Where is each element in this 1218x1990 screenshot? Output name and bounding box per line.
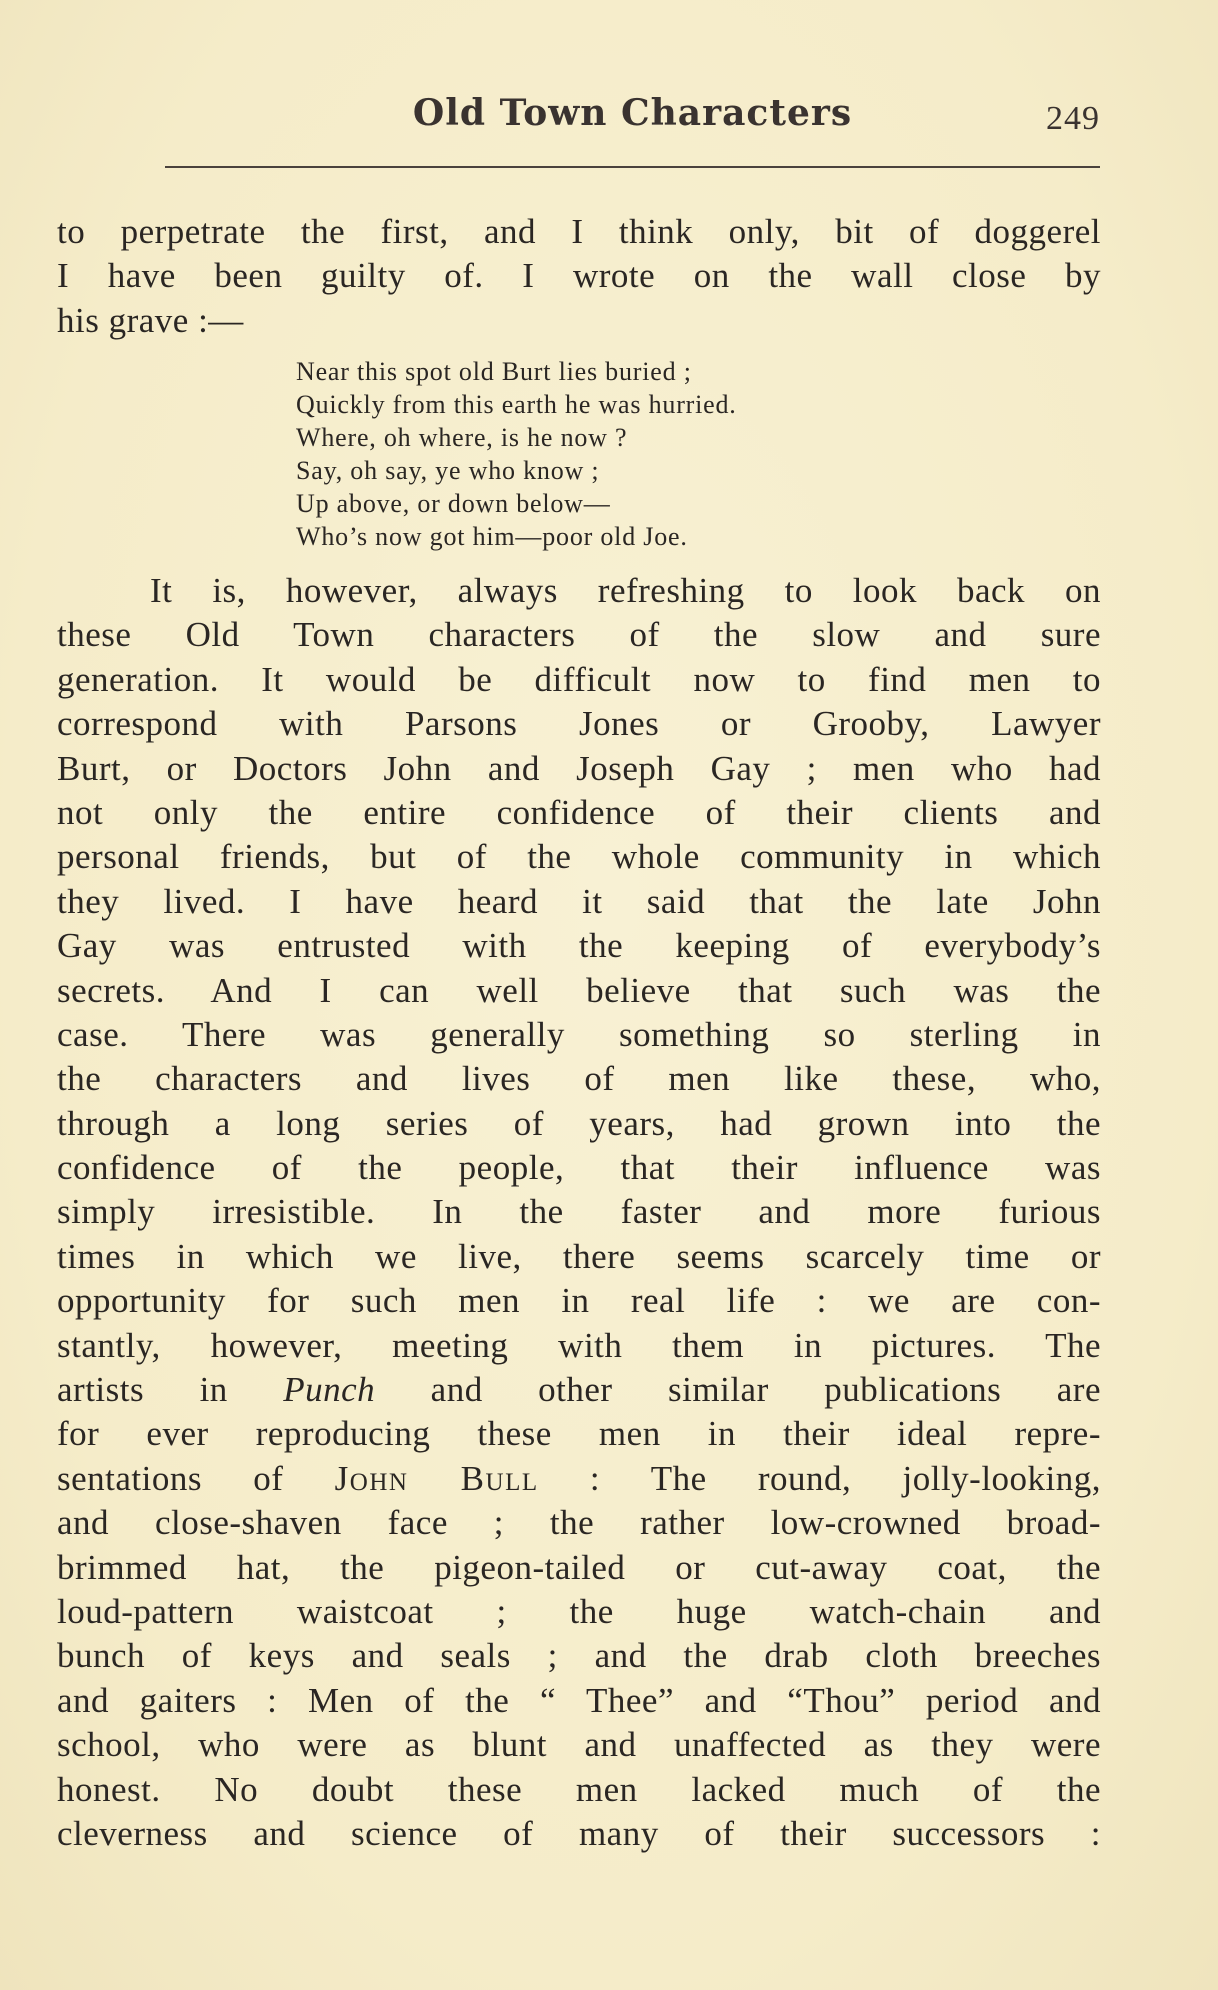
text-line: honest. No doubt these men lacked much of the [57, 1769, 1101, 1809]
verse-line: Near this spot old Burt lies buried ; [296, 357, 692, 386]
text-line: school, who were as blunt and unaffected as they were [57, 1725, 1101, 1765]
text-line: Gay was entrusted with the keeping of everybody’s [57, 926, 1101, 966]
text-line: Burt, or Doctors John and Joseph Gay ; men who had [57, 748, 1101, 788]
text-line: cleverness and science of many of their successors : [57, 1813, 1101, 1853]
verse-line: Who’s now got him—poor old Joe. [296, 522, 688, 551]
text-line: through a long series of years, had grown into the [57, 1103, 1101, 1143]
text-line: the characters and lives of men like these, who, [57, 1059, 1101, 1099]
text-line: bunch of keys and seals ; and the drab cloth breeches [57, 1636, 1101, 1676]
verse-line: Where, oh where, is he now ? [296, 423, 628, 452]
epitaph-verse [296, 355, 896, 553]
text-line: and gaiters : Men of the “ Thee” and “Thou” period and [57, 1680, 1101, 1720]
text-line: for ever reproducing these men in their ideal repre- [57, 1414, 1101, 1454]
paragraph-intro [57, 210, 1101, 343]
text-line-punch [57, 1368, 1101, 1412]
text-line: and close-shaven face ; the rather low-crowned broad- [57, 1503, 1101, 1543]
text-fragment: artists in [57, 1370, 228, 1410]
text-line: generation. It would be difficult now to find men to [57, 659, 1101, 699]
text-fragment: and other similar publications are [430, 1370, 1101, 1410]
page-header [165, 92, 1100, 142]
text-line: loud-pattern waistcoat ; the huge watch-chain and [57, 1591, 1101, 1631]
text-line: It is, however, always refreshing to look back on [150, 571, 1101, 610]
text-line: they lived. I have heard it said that the late John [57, 881, 1101, 921]
verse-line: Up above, or down below— [296, 489, 611, 518]
text-line: confidence of the people, that their influence was [57, 1148, 1101, 1188]
text-line: I have been guilty of. I wrote on the wall close by [57, 256, 1101, 296]
punch-title: Punch [283, 1370, 376, 1410]
text-fragment: : The round, jolly-looking, [589, 1458, 1102, 1498]
john-bull-name: John Bull [334, 1458, 539, 1498]
running-title: Old Town Characters [412, 92, 853, 134]
page-number: 249 [1046, 100, 1100, 137]
text-line: his grave :— [57, 300, 244, 340]
paragraph-old-town-characters [57, 569, 1101, 1856]
verse-line: Quickly from this earth he was hurried. [296, 390, 737, 419]
text-line: simply irresistible. In the faster and more furious [57, 1192, 1101, 1232]
text-line: brimmed hat, the pigeon-tailed or cut-away coat, the [57, 1547, 1101, 1587]
text-line: these Old Town characters of the slow and sure [57, 615, 1101, 655]
text-line: case. There was generally something so sterling in [57, 1014, 1101, 1054]
verse-line: Say, oh say, ye who know ; [296, 456, 600, 485]
text-fragment: sentations of [57, 1458, 284, 1498]
text-line: stantly, however, meeting with them in pictures. The [57, 1325, 1101, 1365]
text-line: correspond with Parsons Jones or Grooby, Lawyer [57, 704, 1101, 744]
text-line: to perpetrate the first, and I think only, bit of doggerel [57, 212, 1101, 251]
text-line: secrets. And I can well believe that such was the [57, 970, 1101, 1010]
header-rule [165, 166, 1100, 168]
text-line: not only the entire confidence of their clients and [57, 792, 1101, 832]
text-line: times in which we live, there seems scarcely time or [57, 1236, 1101, 1276]
text-line-john-bull [57, 1457, 1101, 1501]
text-line: personal friends, but of the whole community in which [57, 837, 1101, 877]
text-line: opportunity for such men in real life : we are con- [57, 1281, 1101, 1321]
